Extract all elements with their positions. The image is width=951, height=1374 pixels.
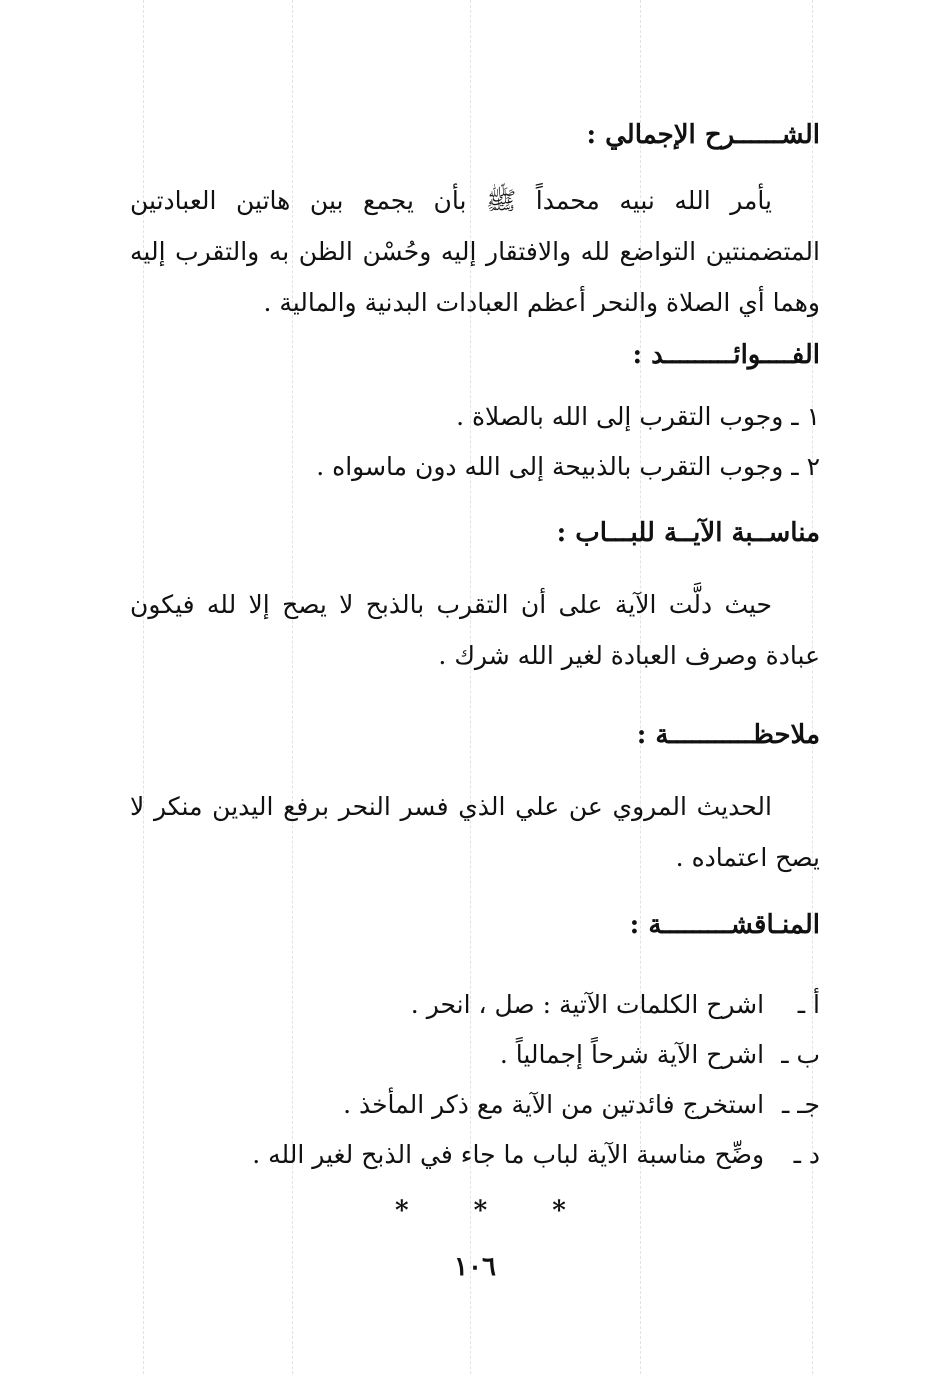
question-text: استخرج فائدتين من الآية مع ذكر المأخذ .: [343, 1090, 765, 1119]
page-number: ١٠٦: [454, 1252, 496, 1282]
question-letter: جـ ـ: [781, 1090, 820, 1119]
benefits-heading: الفــــوائـــــــــد :: [632, 340, 820, 370]
question-letter: ب ـ: [781, 1040, 820, 1069]
relevance-paragraph: حيث دلَّت الآية على أن التقرب بالذبح لا يصح إلا لله فيكون عبادة وصرف العبادة لغير الله شرك .: [130, 590, 820, 670]
question-letter: أ ـ: [797, 990, 820, 1019]
discussion-question: [411, 985, 820, 1025]
discussion-question: [500, 1035, 820, 1075]
question-text: اشرح الكلمات الآتية : صل ، انحر .: [410, 990, 765, 1019]
section-separator: * * *: [395, 1196, 594, 1226]
question-text: وضِّح مناسبة الآية لباب ما جاء في الذبح لغير الله .: [252, 1140, 765, 1169]
note-paragraph: الحديث المروي عن علي الذي فسر النحر برفع اليدين منكر لا يصح اعتماده .: [130, 792, 820, 872]
discussion-question: [252, 1135, 820, 1175]
relevance-heading: مناســبة الآيــة للبـــاب :: [556, 518, 820, 548]
benefit-item: ٢ ـ وجوب التقرب بالذبيحة إلى الله دون ماسواه .: [316, 452, 820, 481]
discussion-heading: المنـاقشـــــــــة :: [629, 910, 820, 940]
general-explanation-paragraph: يأمر الله نبيه محمداً ﷺ بأن يجمع بين هاتين العبادتين المتضمنتين التواضع لله والافتقار إليه وحُسْن الظن به والتقرب إليه وهما أي الصلاة والنحر أعظم العبادات البدنية والمالية .: [130, 186, 820, 317]
benefit-item: ١ ـ وجوب التقرب إلى الله بالصلاة .: [456, 402, 820, 431]
note-heading: ملاحظـــــــــــة :: [636, 720, 820, 750]
discussion-question: [343, 1085, 820, 1125]
question-text: اشرح الآية شرحاً إجمالياً .: [499, 1040, 765, 1069]
general-explanation-heading: الشــــــرح الإجمالي :: [586, 120, 820, 150]
question-letter: د ـ: [793, 1140, 820, 1169]
